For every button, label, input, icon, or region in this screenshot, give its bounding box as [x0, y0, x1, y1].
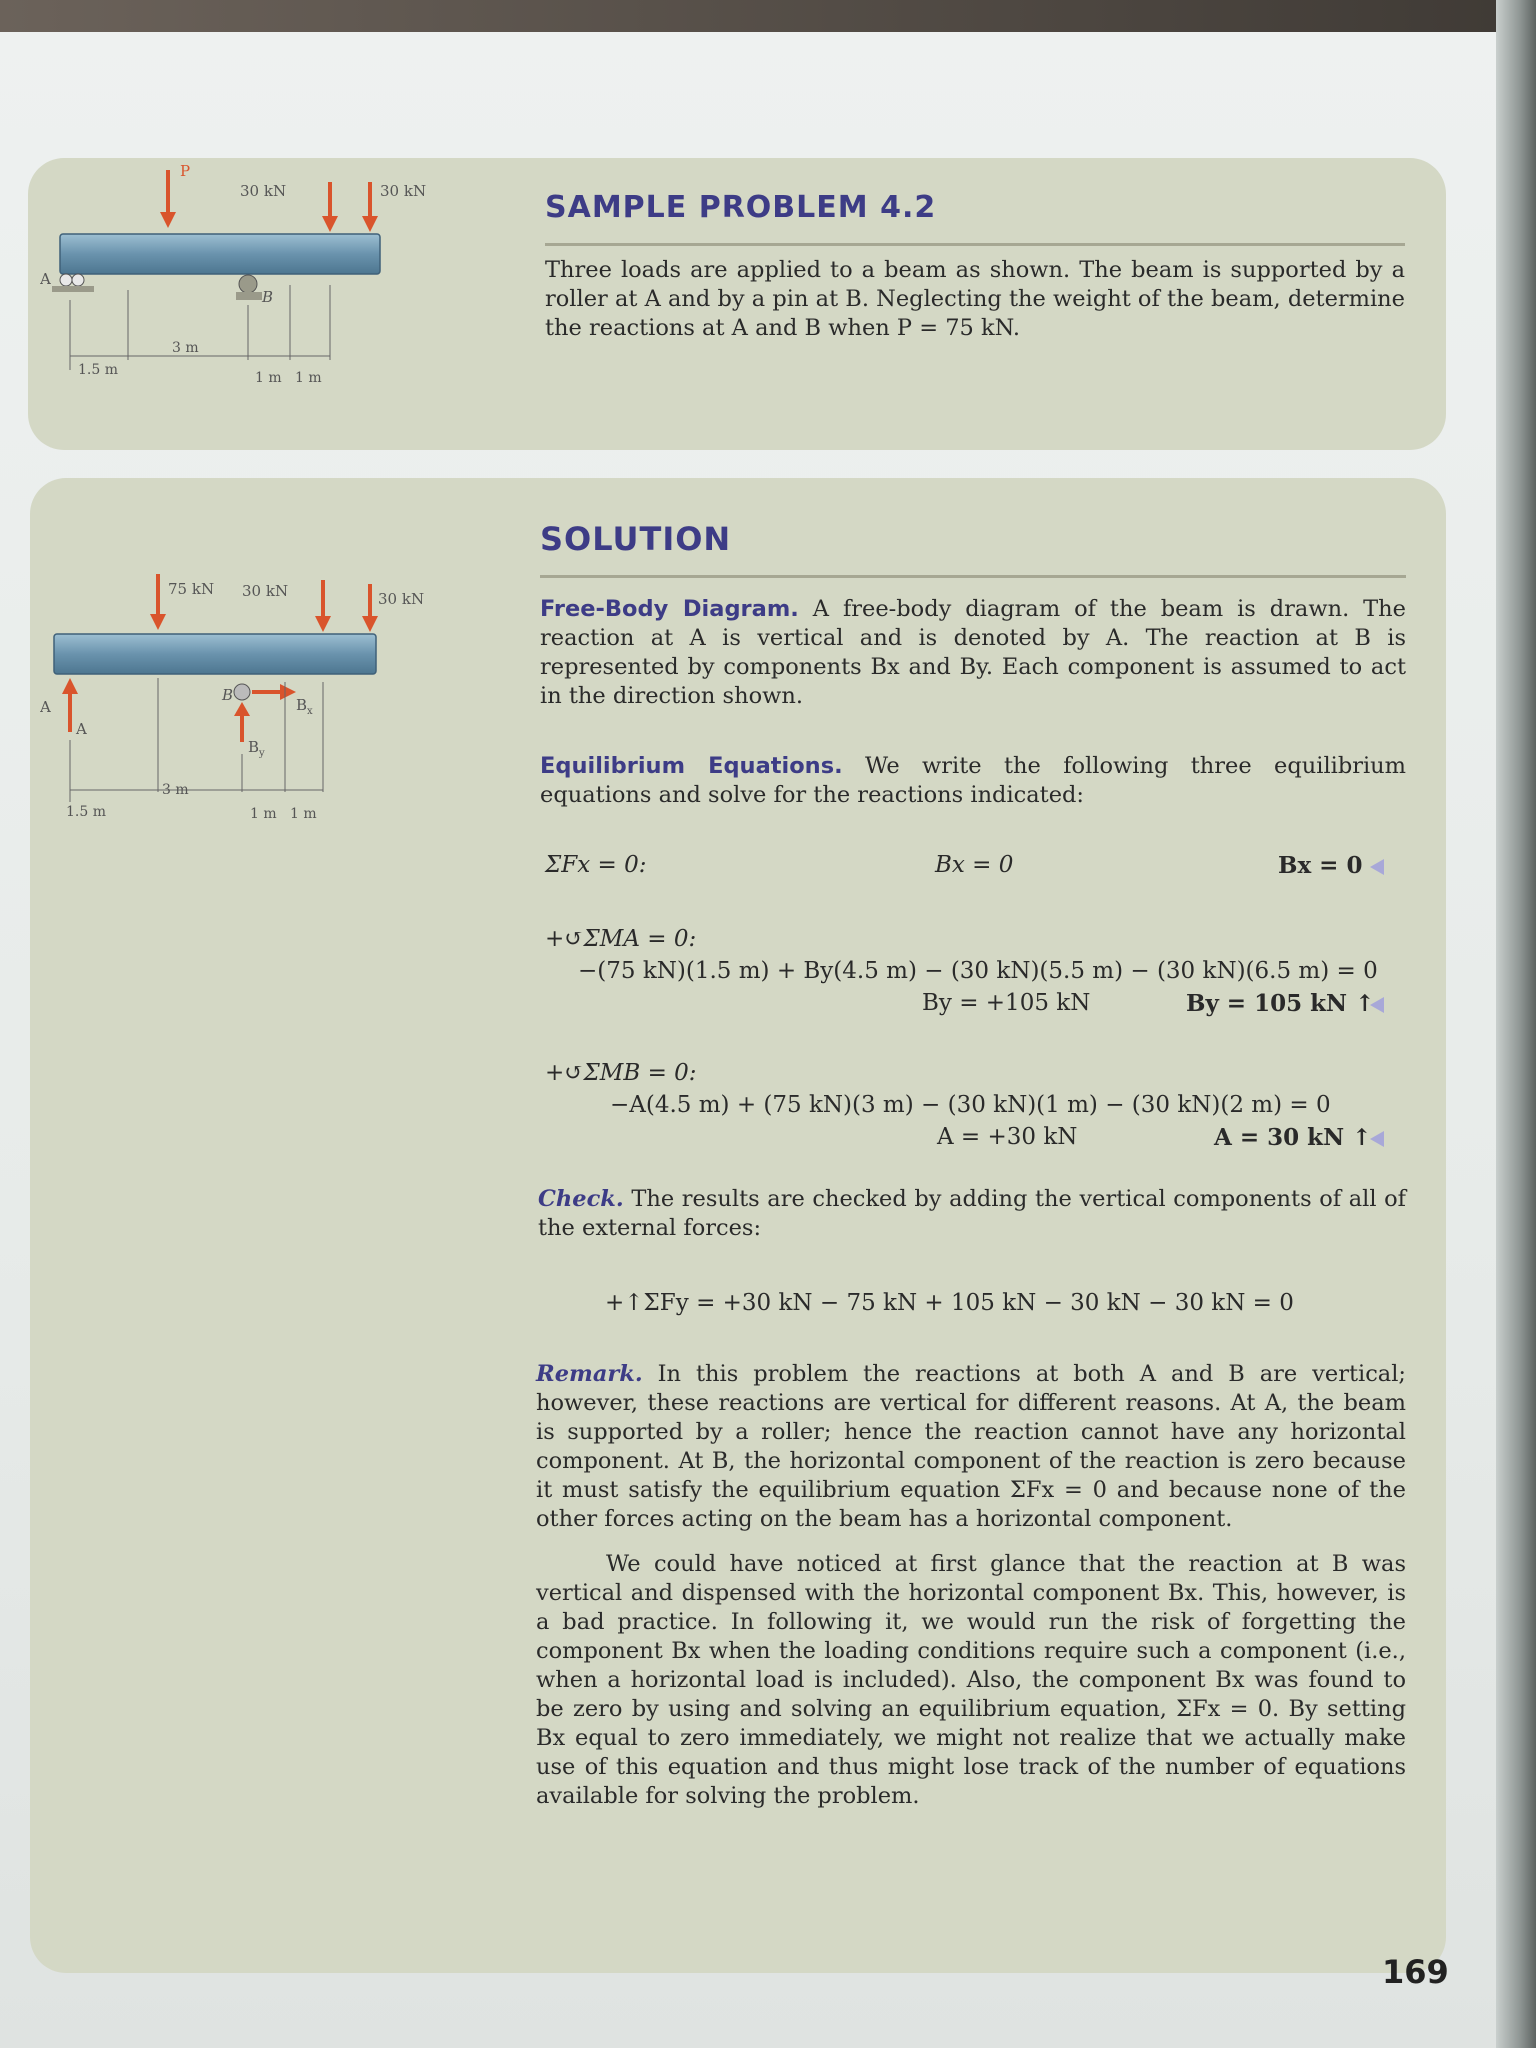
reaction-label-by: $B_y$: [248, 738, 265, 759]
fbd-heading: Free-Body Diagram.: [540, 596, 799, 622]
solution-title: SOLUTION: [540, 520, 732, 558]
remark-text-1: In this problem the reactions at both A and B are vertical; however, these reactions are vertical for different reasons. At A, the beam is supported by a roller; hence the reaction cannot have any horizontal component. At B, the horizontal component of the reaction is zero because it must satisfy the equilibrium equation ΣFx = 0 and because none of the other forces acting on the beam has a horizontal component.: [536, 1361, 1406, 1532]
problem-title-rule: [545, 243, 1405, 246]
fbd-paragraph: [540, 595, 1406, 711]
reaction-label-bx: $B_x$: [296, 696, 313, 717]
problem-statement: Three loads are applied to a beam as shown. The beam is supported by a roller at A and by a pin at B. Neglecting the weight of the beam, determine the reactions at A and B when P = 75 kN.: [545, 257, 1405, 341]
reaction-label-a-top: A: [40, 698, 51, 716]
load-arrow-3: [362, 216, 378, 232]
eq-fx-solution: Bx = 0: [935, 852, 1014, 878]
dim-2: 3 m: [162, 782, 189, 798]
load-label-2: 30 kN: [240, 182, 287, 200]
load-label-3: 30 kN: [380, 182, 427, 200]
solution-title-rule: [540, 575, 1406, 578]
dim-3: 1 m: [250, 806, 277, 822]
book-spine-edge: [1496, 0, 1536, 2048]
dim-4: 1 m: [295, 370, 322, 386]
dim-2: 3 m: [172, 340, 199, 356]
eq-fx-result: Bx = 0: [1278, 852, 1363, 879]
eq-mb-solution: A = +30 kN: [937, 1124, 1078, 1150]
result-marker-2: [1370, 997, 1384, 1013]
check-paragraph: [538, 1185, 1406, 1243]
table-surface: [0, 0, 1536, 32]
eq-fx-label: ΣFx = 0:: [545, 852, 647, 878]
figure-free-body-diagram: [40, 562, 520, 822]
page-number: 169: [1382, 1953, 1449, 1991]
result-marker-1: [1370, 859, 1384, 875]
beam: [54, 634, 376, 674]
reaction-arrow-by: [234, 702, 250, 716]
problem-title: SAMPLE PROBLEM 4.2: [545, 190, 937, 225]
reaction-label-a: A: [76, 720, 87, 738]
fbd-text: A free-body diagram of the beam is drawn. The reaction at A is vertical and is denoted by A. The reaction at B is represented by components Bx and By. Each component is assumed to act in the direction shown.: [540, 596, 1406, 709]
pin-label-b: B: [222, 686, 234, 704]
figure-loaded-beam: [40, 160, 520, 400]
support-label-b: B: [262, 288, 274, 306]
remark-heading: Remark.: [536, 1361, 643, 1387]
load-arrow-1: [150, 614, 166, 630]
load-label-2: 30 kN: [242, 582, 289, 600]
dim-4: 1 m: [290, 806, 317, 822]
pin-support: [239, 275, 257, 293]
eq-ma-label: +↺ΣMA = 0:: [545, 926, 697, 952]
support-label-a: A: [40, 270, 51, 288]
dim-1: 1.5 m: [66, 804, 106, 820]
load-label-3: 30 kN: [378, 590, 425, 608]
check-heading: Check.: [538, 1186, 624, 1212]
equilibrium-text: We write the following three equilibrium equations and solve for the reactions indicated:: [540, 753, 1407, 808]
remark-paragraph-1: [536, 1360, 1406, 1534]
dim-3: 1 m: [255, 370, 282, 386]
load-arrow-3: [362, 616, 378, 632]
load-label-p: P: [180, 162, 191, 180]
eq-mb-result: A = 30 kN ↑: [1214, 1124, 1372, 1151]
check-text: The results are checked by adding the vertical components of all of the external forces:: [538, 1186, 1407, 1241]
remark-paragraph-2: We could have noticed at first glance that the reaction at B was vertical and dispensed with the horizontal component Bx. This, however, is a bad practice. In following it, we would run the risk of forgetting the component Bx when the loading conditions require such a component (i.e., when a horizontal load is included). Also, the component Bx was found to be zero by using and solving an equilibrium equation, ΣFx = 0. By setting Bx equal to zero immediately, we might not realize that we actually make use of this equation and thus might lose track of the number of equations available for solving the problem.: [536, 1551, 1406, 1809]
reaction-arrow-a: [62, 678, 78, 694]
load-arrow-2: [322, 216, 338, 232]
load-label-1: 75 kN: [168, 580, 215, 598]
pin-b: [234, 684, 250, 700]
load-arrow-p: [160, 212, 176, 228]
eq-ma-equation: −(75 kN)(1.5 m) + By(4.5 m) − (30 kN)(5.5 m) − (30 kN)(6.5 m) = 0: [578, 958, 1378, 984]
check-equation: +↑ΣFy = +30 kN − 75 kN + 105 kN − 30 kN − 30 kN = 0: [605, 1290, 1294, 1316]
eq-ma-result: By = 105 kN ↑: [1186, 990, 1375, 1017]
equilibrium-heading: Equilibrium Equations.: [540, 753, 843, 779]
roller-support: [52, 286, 94, 292]
equilibrium-paragraph: [540, 752, 1406, 810]
dim-1: 1.5 m: [78, 362, 118, 378]
beam: [60, 234, 380, 274]
eq-ma-solution: By = +105 kN: [922, 990, 1091, 1016]
result-marker-3: [1370, 1131, 1384, 1147]
eq-mb-label: +↺ΣMB = 0:: [545, 1060, 697, 1086]
eq-mb-equation: −A(4.5 m) + (75 kN)(3 m) − (30 kN)(1 m) − (30 kN)(2 m) = 0: [610, 1092, 1331, 1118]
reaction-arrow-bx: [280, 684, 296, 700]
